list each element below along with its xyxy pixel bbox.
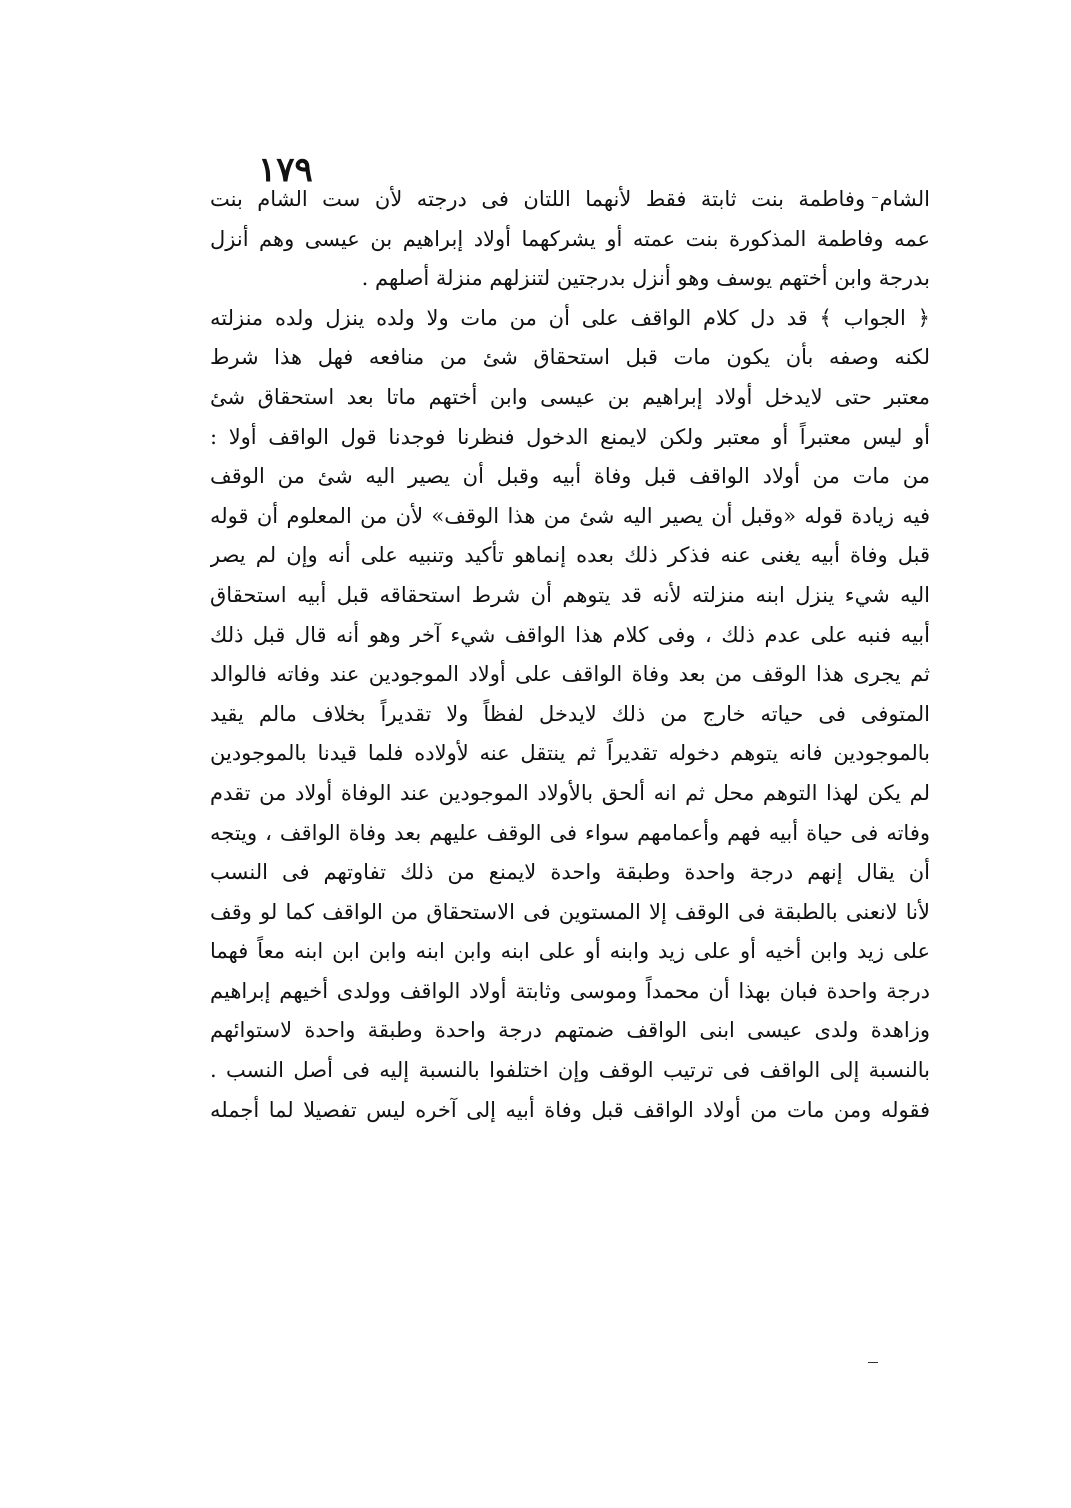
body-text — [210, 180, 930, 1130]
text-line: لكنه وصفه بأن يكون مات قبل استحقاق شئ من منافعه فهل هذا شرط — [210, 345, 930, 370]
text-line: وزاهدة ولدى عيسى ابنى الواقف ضمتهم درجة واحدة وطبقة واحدة لاستوائهم — [210, 1018, 930, 1043]
text-line: من مات من أولاد الواقف قبل وفاة أبيه وقبل أن يصير اليه شئ من الوقف — [210, 464, 930, 489]
text-line: معتبر حتى لايدخل أولاد إبراهيم بن عيسى وابن أختهم ماتا بعد استحقاق شئ — [210, 384, 930, 409]
text-line: الشام وفاطمة بنت ثابتة فقط لأنهما اللتان فى درجته لأن ست الشام بنت — [210, 187, 930, 211]
text-line: على زيد وابن أخيه أو على زيد وابنه أو على ابنه وابن ابنه وابن ابن ابنه معاً فهما — [210, 939, 930, 964]
text-line: أن يقال إنهم درجة واحدة وطبقة واحدة لايمنع من ذلك تفاوتهم فى النسب — [210, 860, 930, 885]
text-line: بالنسبة إلى الواقف فى ترتيب الوقف وإن اختلفوا بالنسبة إليه فى أصل النسب . — [210, 1058, 930, 1083]
text-line: قبل وفاة أبيه يغنى عنه فذكر ذلك بعده إنماهو تأكيد وتنبيه على أنه وإن لم يصر — [210, 543, 930, 568]
page-number: ١٧٩ — [258, 150, 313, 190]
text-line: فقوله ومن مات من أولاد الواقف قبل وفاة أبيه إلى آخره ليس تفصيلا لما أجمله — [210, 1097, 930, 1122]
text-line: درجة واحدة فبان بهذا أن محمداً وموسى وثابتة أولاد الواقف وولدى أخيهم إبراهيم — [210, 978, 930, 1003]
margin-mark-bottom — [868, 1362, 878, 1363]
text-line: أو ليس معتبراً أو معتبر ولكن لايمنع الدخول فنظرنا فوجدنا قول الواقف أولا : — [210, 424, 930, 449]
text-line: فيه زيادة قوله «وقبل أن يصير اليه شئ من هذا الوقف» لأن من المعلوم أن قوله — [210, 503, 930, 528]
text-line: بالموجودين فانه يتوهم دخوله تقديراً ثم ينتقل عنه لأولاده فلما قيدنا بالموجودين — [210, 741, 930, 766]
text-line: عمه وفاطمة المذكورة بنت عمته أو يشركهما أولاد إبراهيم بن عيسى وهم أنزل — [210, 226, 930, 251]
text-line: اليه شيء ينزل ابنه منزلته لأنه قد يتوهم أن شرط استحقاقه قبل أبيه استحقاق — [210, 582, 930, 607]
text-line: وفاته فى حياة أبيه فهم وأعمامهم سواء فى الوقف عليهم بعد وفاة الواقف ، ويتجه — [210, 820, 930, 845]
text-line: بدرجة وابن أختهم يوسف وهو أنزل بدرجتين لتنزلهم منزلة أصلهم . — [361, 266, 930, 291]
text-line: المتوفى فى حياته خارج من ذلك لايدخل لفظاً ولا تقديراً بخلاف مالم يقيد — [210, 701, 930, 726]
text-line: ثم يجرى هذا الوقف من بعد وفاة الواقف على أولاد الموجودين عند وفاته فالوالد — [210, 662, 930, 687]
text-line: لأنا لانعنى بالطبقة فى الوقف إلا المستوين فى الاستحقاق من الواقف كما لو وقف — [210, 899, 930, 924]
text-line: ﴿ الجواب ﴾ قد دل كلام الواقف على أن من مات ولا ولده ينزل ولده منزلته — [210, 305, 930, 330]
text-line: لم يكن لهذا التوهم محل ثم انه ألحق بالأولاد الموجودين عند الوفاة أولاد من تقدم — [210, 780, 930, 805]
text-line: أبيه فنبه على عدم ذلك ، وفى كلام هذا الواقف شيء آخر وهو أنه قال قبل ذلك — [210, 622, 930, 647]
